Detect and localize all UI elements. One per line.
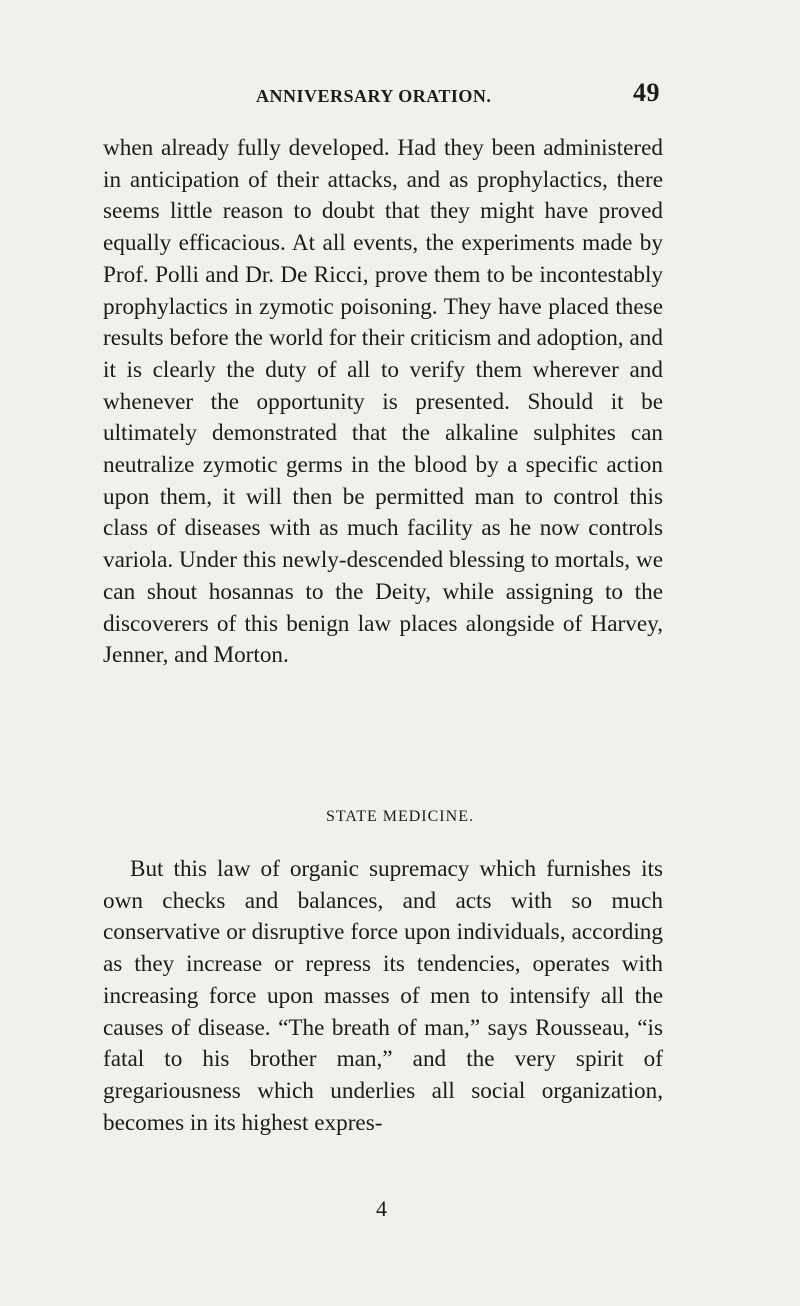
signature-mark: 4 [376,1196,387,1221]
page-number: 49 [633,78,660,107]
section-heading: STATE MEDICINE. [326,808,474,825]
running-title: ANNIVERSARY ORATION. [256,86,492,106]
paragraph: But this law of organic supremacy which furnishes its own checks and balances, and acts with so much conservative or disruptive force upon individuals, according as they increase or repress its tendencies, operates with increasing force upon masses of men to intensify all the causes of disease. “The breath of man,” says Rousseau, “is fatal to his brother man,” and the very spirit of gregariousness which underlies all social organization, becomes in its highest expres- [103,856,663,1136]
paragraph-continued: when already fully developed. Had they been administered in anticipation of their attacks, and as prophylactics, there seems little reason to doubt that they might have proved equally efficacious. At all events, the experiments made by Prof. Polli and Dr. De Ricci, prove them to be incontestably prophylactics in zymotic poisoning. They have placed these results before the world for their criticism and adoption, and it is clearly the duty of all to verify them wherever and whenever the opportunity is presented. Should it be ultimately demonstrated that the alkaline sulphites can neutralize zymotic germs in the blood by a specific action upon them, it will then be permitted man to control this class of diseases with as much facility as he now controls variola. Under this newly-descended blessing to mortals, we can shout hosannas to the Deity, while assigning to the discoverers of this benign law places alongside of Harvey, Jenner, and Morton. [103,135,663,669]
